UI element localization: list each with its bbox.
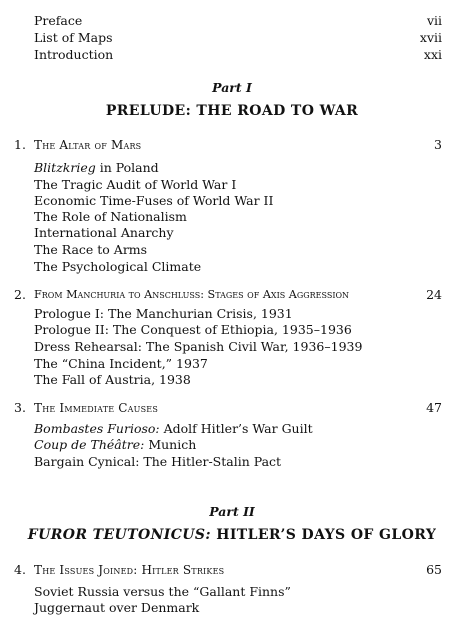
section-entry: Bargain Cynical: The Hitler-Stalin Pact <box>34 454 282 469</box>
entry-page: xxi <box>423 47 442 62</box>
chapter-number: 3. <box>14 400 26 415</box>
entry-label: Preface <box>34 13 83 28</box>
section-entry: Blitzkrieg in Poland <box>34 160 159 175</box>
chapter-title: From Manchuria to Anschluss: Stages of Axis Aggression <box>34 288 350 301</box>
entry-label: List of Maps <box>34 30 113 45</box>
section-entry: International Anarchy <box>34 225 174 240</box>
section-entry: Prologue II: The Conquest of Ethiopia, 1935–1936 <box>34 322 352 337</box>
section-entry: Bombastes Furioso: Adolf Hitler’s War Guilt <box>34 421 313 436</box>
chapter-number: 4. <box>14 562 26 577</box>
chapter-page: 65 <box>426 562 442 577</box>
section-entry: The Psychological Climate <box>34 259 202 274</box>
chapter-number: 1. <box>14 137 26 152</box>
chapter-page: 24 <box>426 287 442 302</box>
section-entry: The Role of Nationalism <box>34 209 187 224</box>
part-label: Part I <box>212 80 252 95</box>
chapter-number: 2. <box>14 287 26 302</box>
chapter-title: The Issues Joined: Hitler Strikes <box>34 563 225 577</box>
chapter-page: 3 <box>434 137 442 152</box>
section-entry: Dress Rehearsal: The Spanish Civil War, 1936–1939 <box>34 339 363 354</box>
chapter-title: The Immediate Causes <box>34 401 159 415</box>
part-title <box>0 103 464 119</box>
part-title-text: HITLER’S DAYS OF GLORY <box>210 527 437 543</box>
chapter-page: 47 <box>426 400 442 415</box>
section-entry: Juggernaut over Denmark <box>34 600 200 615</box>
section-entry: Economic Time-Fuses of World War II <box>34 193 274 208</box>
section-entry: Coup de Théâtre: Munich <box>34 437 197 452</box>
part-title <box>0 527 464 543</box>
section-entry: Prologue I: The Manchurian Crisis, 1931 <box>34 306 293 321</box>
part-title-italic: FUROR TEUTONICUS: <box>27 527 211 543</box>
section-entry: Soviet Russia versus the “Gallant Finns” <box>34 584 291 599</box>
part-title-text: PRELUDE: THE ROAD TO WAR <box>105 103 359 119</box>
entry-label: Introduction <box>34 47 114 62</box>
section-entry: The Race to Arms <box>34 242 148 257</box>
section-entry: The Tragic Audit of World War I <box>34 177 237 192</box>
entry-page: xvii <box>419 30 442 45</box>
section-entry: The Fall of Austria, 1938 <box>34 372 191 387</box>
section-entry: The “China Incident,” 1937 <box>34 356 208 371</box>
part-label: Part II <box>209 504 255 519</box>
chapter-title: The Altar of Mars <box>34 138 142 152</box>
entry-page: vii <box>426 13 442 28</box>
